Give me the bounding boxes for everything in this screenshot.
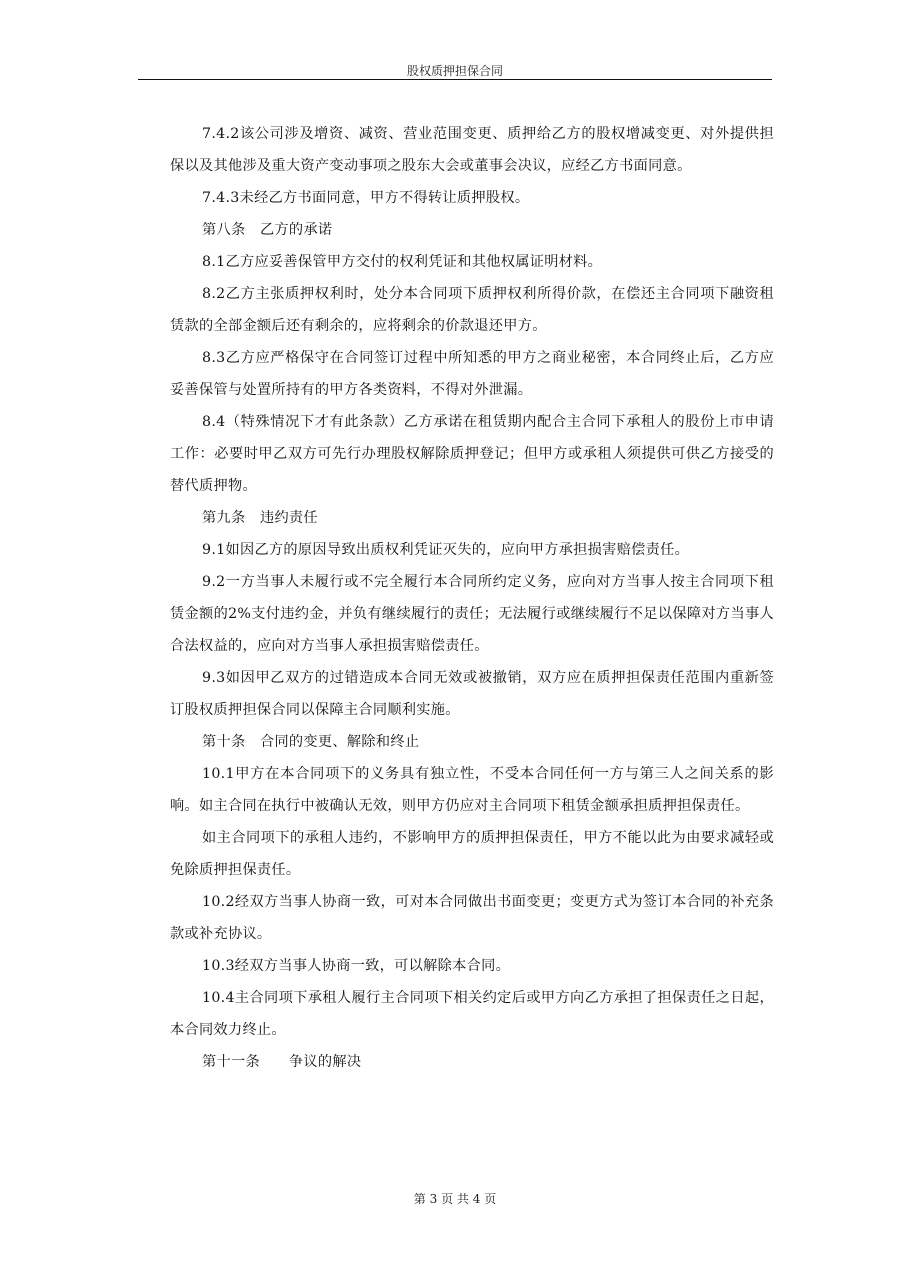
- clause-8-4: 8.4（特殊情况下才有此条款）乙方承诺在租赁期内配合主合同下承租人的股份上市申请工作：必要时甲乙双方可先行办理股权解除质押登记；但甲方或承租人须提供可供乙方接受的替代质押物。: [170, 414, 774, 494]
- clause-8-2: 8.2乙方主张质押权利时，处分本合同项下质押权利所得价款，在偿还主合同项下融资租赁款的全部金额后还有剩余的，应将剩余的价款退还甲方。: [170, 286, 774, 334]
- clause-7-4-2: 7.4.2该公司涉及增资、减资、营业范围变更、质押给乙方的股权增减变更、对外提供担保以及其他涉及重大资产变动事项之股东大会或董事会决议，应经乙方书面同意。: [170, 126, 774, 174]
- footer-prefix: 第: [413, 1192, 426, 1206]
- footer-total-pages: 4: [472, 1192, 481, 1206]
- clause-10-1: 10.1甲方在本合同项下的义务具有独立性，不受本合同任何一方与第三人之间关系的影响。如主合同在执行中被确认无效，则甲方仍应对主合同项下租赁金额承担质押担保责任。: [170, 766, 774, 814]
- header-divider: [138, 79, 772, 80]
- clause-9-2: 9.2一方当事人未履行或不完全履行本合同所约定义务，应向对方当事人按主合同项下租赁金额的2%支付违约金，并负有继续履行的责任；无法履行或继续履行不足以保障对方当事人合法权益的，应向对方当事人承担损害赔偿责任。: [170, 574, 774, 654]
- clause-10-2: 10.2经双方当事人协商一致，可对本合同做出书面变更；变更方式为签订本合同的补充条款或补充协议。: [170, 894, 774, 942]
- clause-9-3: 9.3如因甲乙双方的过错造成本合同无效或被撤销，双方应在质押担保责任范围内重新签订股权质押担保合同以保障主合同顺利实施。: [170, 670, 774, 718]
- page-footer: [138, 1190, 772, 1208]
- article-11-heading: 第十一条 争议的解决: [202, 1054, 362, 1070]
- clause-10-1-continuation: 如主合同项下的承租人违约，不影响甲方的质押担保责任，甲方不能以此为由要求减轻或免除质押担保责任。: [170, 830, 774, 878]
- page-header-title: 股权质押担保合同: [406, 64, 503, 78]
- article-8-heading: 第八条 乙方的承诺: [202, 222, 333, 238]
- footer-suffix: 页: [484, 1192, 497, 1206]
- article-10-heading: 第十条 合同的变更、解除和终止: [202, 734, 420, 750]
- clause-8-3: 8.3乙方应严格保守在合同签订过程中所知悉的甲方之商业秘密，本合同终止后，乙方应妥善保管与处置所持有的甲方各类资料，不得对外泄漏。: [170, 350, 774, 398]
- clause-10-4: 10.4主合同项下承租人履行主合同项下相关约定后或甲方向乙方承担了担保责任之日起，本合同效力终止。: [170, 990, 774, 1038]
- clause-7-4-3: 7.4.3未经乙方书面同意，甲方不得转让质押股权。: [202, 190, 530, 206]
- document-body: [170, 118, 774, 1078]
- article-9-heading: 第九条 违约责任: [202, 510, 318, 526]
- clause-9-1: 9.1如因乙方的原因导致出质权利凭证灭失的，应向甲方承担损害赔偿责任。: [202, 542, 690, 558]
- clause-10-3: 10.3经双方当事人协商一致，可以解除本合同。: [202, 958, 511, 974]
- footer-middle: 页 共: [441, 1192, 469, 1206]
- footer-current-page: 3: [429, 1192, 438, 1206]
- clause-8-1: 8.1乙方应妥善保管甲方交付的权利凭证和其他权属证明材料。: [202, 254, 603, 270]
